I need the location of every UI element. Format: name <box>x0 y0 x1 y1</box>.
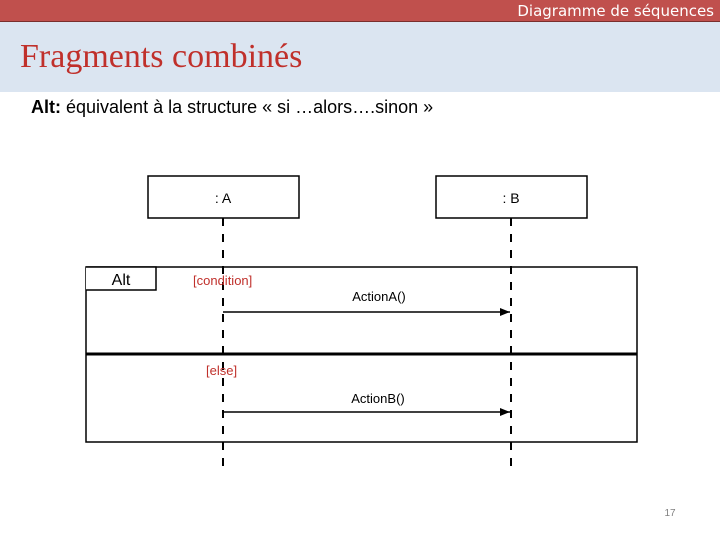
section-label: Diagramme de séquences <box>517 2 714 20</box>
guard-else: [else] <box>206 363 238 378</box>
subtitle-keyword: Alt: <box>31 97 61 117</box>
message-action-a-label: ActionA() <box>352 289 406 304</box>
subtitle-text: équivalent à la structure « si …alors….sinon » <box>61 97 434 117</box>
message-action-b-label: ActionB() <box>351 391 405 406</box>
lifeline-b-label: : B <box>502 190 520 206</box>
guard-condition: [condition] <box>193 273 253 288</box>
alt-operator-label: Alt <box>111 272 131 289</box>
lifeline-a-label: : A <box>214 190 232 206</box>
page-number: 17 <box>664 508 676 519</box>
slide-title: Fragments combinés <box>20 38 303 75</box>
